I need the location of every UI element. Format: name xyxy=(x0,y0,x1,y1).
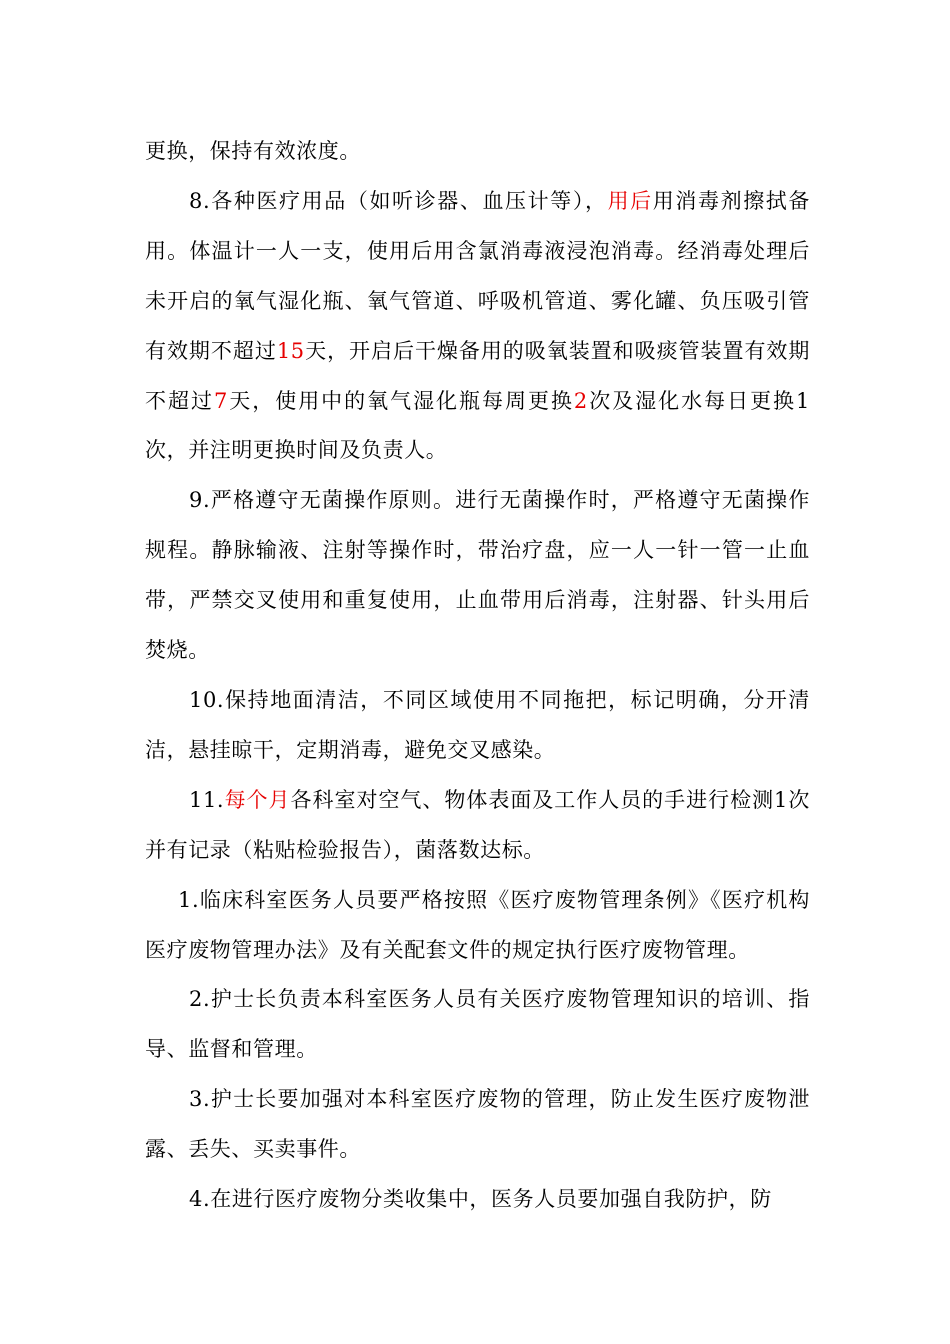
paragraph-item-9 xyxy=(145,476,810,676)
paragraph-item-10 xyxy=(145,676,810,776)
text-segment: 天，使用中的氧气湿化瓶每周更换 xyxy=(227,388,574,413)
text-segment: 9.严格遵守无菌操作原则。进行无菌操作时，严格遵守无菌操作规程。静脉输液、注射等操作时，带治疗盘，应一人一针一管一止血带，严禁交叉使用和重复使用，止血带用后消毒，注射器、针头用后焚烧。 xyxy=(145,488,810,663)
paragraph-item-8 xyxy=(145,177,810,476)
text-segment: 次及湿化水每日更换1次，并注明更换时间及负责人。 xyxy=(145,388,810,463)
text-segment: 天，开启后干燥备用的吸氧装置和吸痰管装置有效期不超过 xyxy=(145,338,810,413)
text-segment: 11. xyxy=(189,787,225,812)
paragraph-waste-2 xyxy=(145,975,810,1075)
paragraph-continuation xyxy=(145,127,810,177)
text-segment: 3.护士长要加强对本科室医疗废物的管理，防止发生医疗废物泄露、丢失、买卖事件。 xyxy=(145,1087,810,1162)
text-segment: 用消毒剂擦拭备用。体温计一人一支，使用后用含氯消毒液浸泡消毒。经消毒处理后未开启的氧气湿化瓶、氧气管道、呼吸机管道、雾化罐、负压吸引管有效期不超过 xyxy=(145,188,811,363)
text-segment: 4.在进行医疗废物分类收集中，医务人员要加强自我防护，防 xyxy=(189,1187,772,1212)
text-segment: 更换，保持有效浓度。 xyxy=(145,139,361,163)
text-segment: 1.临床科室医务人员要严格按照《医疗废物管理条例》《医疗机构医疗废物管理办法》及有关配套文件的规定执行医疗废物管理。 xyxy=(145,887,810,962)
highlight-text: 每个月 xyxy=(224,787,291,812)
paragraph-waste-1 xyxy=(145,876,810,976)
text-segment: 各科室对空气、物体表面及工作人员的手进行检测1次并有记录（粘贴检验报告），菌落数达标。 xyxy=(145,787,810,862)
paragraph-item-11 xyxy=(145,776,810,876)
text-segment: 2.护士长负责本科室医务人员有关医疗废物管理知识的培训、指导、监督和管理。 xyxy=(145,987,810,1062)
text-segment: 10.保持地面清洁，不同区域使用不同拖把，标记明确，分开清洁，悬挂晾干，定期消毒，避免交叉感染。 xyxy=(145,687,810,762)
document-body xyxy=(145,127,810,1225)
paragraph-waste-3 xyxy=(145,1075,810,1175)
highlight-text: 15 xyxy=(276,338,305,363)
paragraph-waste-4 xyxy=(145,1175,810,1225)
highlight-text: 用后 xyxy=(607,188,653,213)
text-segment: 8.各种医疗用品（如听诊器、血压计等）， xyxy=(189,188,608,213)
highlight-text: 2 xyxy=(573,388,588,413)
highlight-text: 7 xyxy=(213,388,228,413)
